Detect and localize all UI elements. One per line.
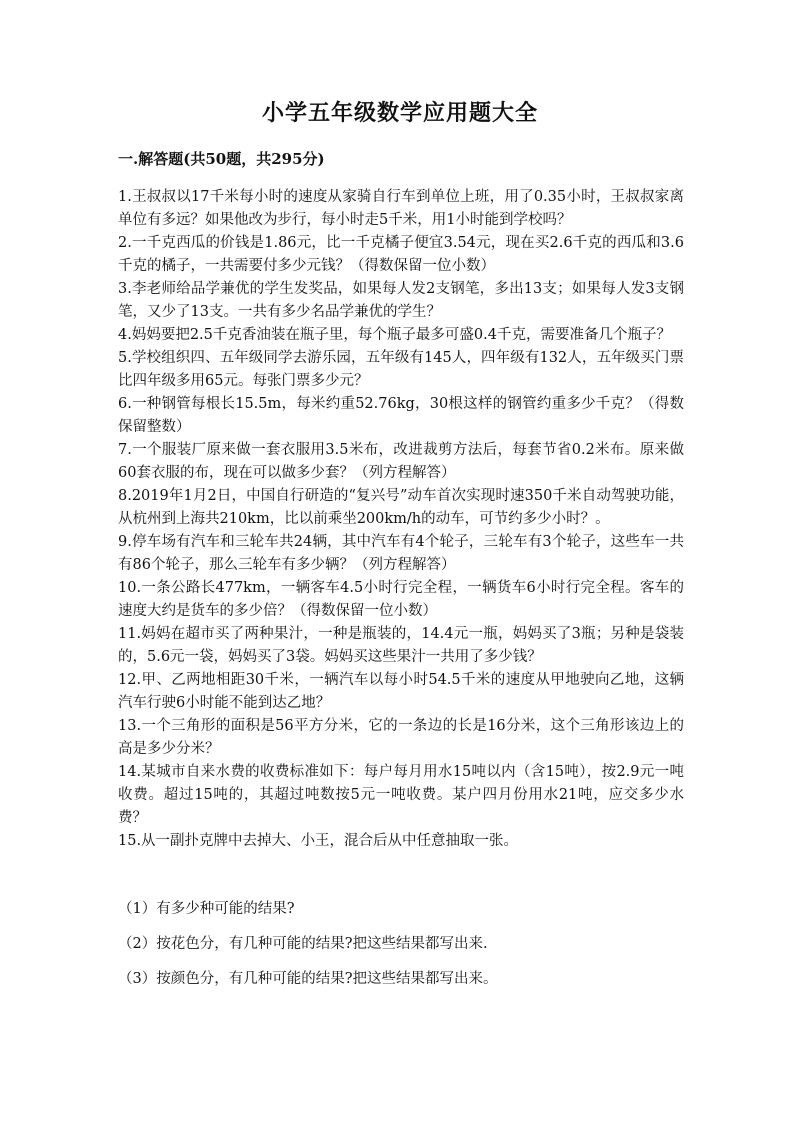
question-list	[118, 186, 684, 853]
sub-question-2: （2）按花色分，有几种可能的结果?把这些结果都写出来.	[118, 936, 488, 952]
question-9: 9.停车场有汽车和三轮车共24辆，其中汽车有4个轮子，三轮车有3个轮子，这些车一共有86个轮子，那么三轮车有多少辆？（列方程解答）	[118, 534, 684, 573]
sub-question-3: （3）按颜色分，有几种可能的结果?把这些结果都写出来。	[118, 971, 498, 987]
question-14: 14.某城市自来水费的收费标准如下：每户每月用水15吨以内（含15吨），按2.9元一吨收费。超过15吨的，其超过吨数按5元一吨收费。某户四月份用水21吨，应交多少水费？	[118, 764, 684, 826]
question-11: 11.妈妈在超市买了两种果汁，一种是瓶装的，14.4元一瓶，妈妈买了3瓶；另种是袋装的，5.6元一袋，妈妈买了3袋。妈妈买这些果汁一共用了多少钱？	[118, 626, 684, 665]
sub-question-1: （1）有多少种可能的结果?	[118, 901, 295, 917]
sub-question-list	[118, 898, 684, 1003]
question-12: 12.甲、乙两地相距30千米，一辆汽车以每小时54.5千米的速度从甲地驶向乙地，这辆汽车行驶6小时能不能到达乙地？	[118, 672, 684, 711]
question-8: 8.2019年1月2日，中国自行研造的“复兴号”动车首次实现时速350千米自动驾驶功能，从杭州到上海共210km，比以前乘坐200km/h的动车，可节约多少小时？。	[118, 488, 684, 527]
question-5: 5.学校组织四、五年级同学去游乐园，五年级有145人，四年级有132人，五年级买门票比四年级多用65元。每张门票多少元？	[118, 350, 684, 389]
question-13: 13.一个三角形的面积是56平方分米，它的一条边的长是16分米，这个三角形该边上的高是多少分米？	[118, 718, 684, 757]
question-7: 7.一个服装厂原来做一套衣服用3.5米布，改进裁剪方法后，每套节省0.2米布。原来做60套衣服的布，现在可以做多少套？（列方程解答）	[118, 442, 684, 481]
section-heading: 一.解答题(共50题，共295分)	[118, 150, 325, 168]
question-2: 2.一千克西瓜的价钱是1.86元，比一千克橘子便宜3.54元，现在买2.6千克的西瓜和3.6千克的橘子，一共需要付多少元钱？（得数保留一位小数）	[118, 235, 684, 274]
question-3: 3.李老师给品学兼优的学生发奖品，如果每人发2支钢笔，多出13支；如果每人发3支钢笔，又少了13支。一共有多少名品学兼优的学生？	[118, 281, 684, 320]
question-15: 15.从一副扑克牌中去掉大、小王，混合后从中任意抽取一张。	[118, 833, 519, 849]
question-10: 10.一条公路长477km，一辆客车4.5小时行完全程，一辆货车6小时行完全程。客车的速度大约是货车的多少倍？（得数保留一位小数）	[118, 580, 684, 619]
question-1: 1.王叔叔以17千米每小时的速度从家骑自行车到单位上班，用了0.35小时，王叔叔家离单位有多远？如果他改为步行，每小时走5千米，用1小时能到学校吗？	[118, 189, 684, 228]
question-4: 4.妈妈要把2.5千克香油装在瓶子里，每个瓶子最多可盛0.4千克，需要准备几个瓶子？	[118, 327, 671, 343]
document-title: 小学五年级数学应用题大全	[261, 100, 538, 126]
question-6: 6.一种钢管每根长15.5m，每米约重52.76kg，30根这样的钢管约重多少千克？（得数保留整数）	[118, 396, 684, 435]
